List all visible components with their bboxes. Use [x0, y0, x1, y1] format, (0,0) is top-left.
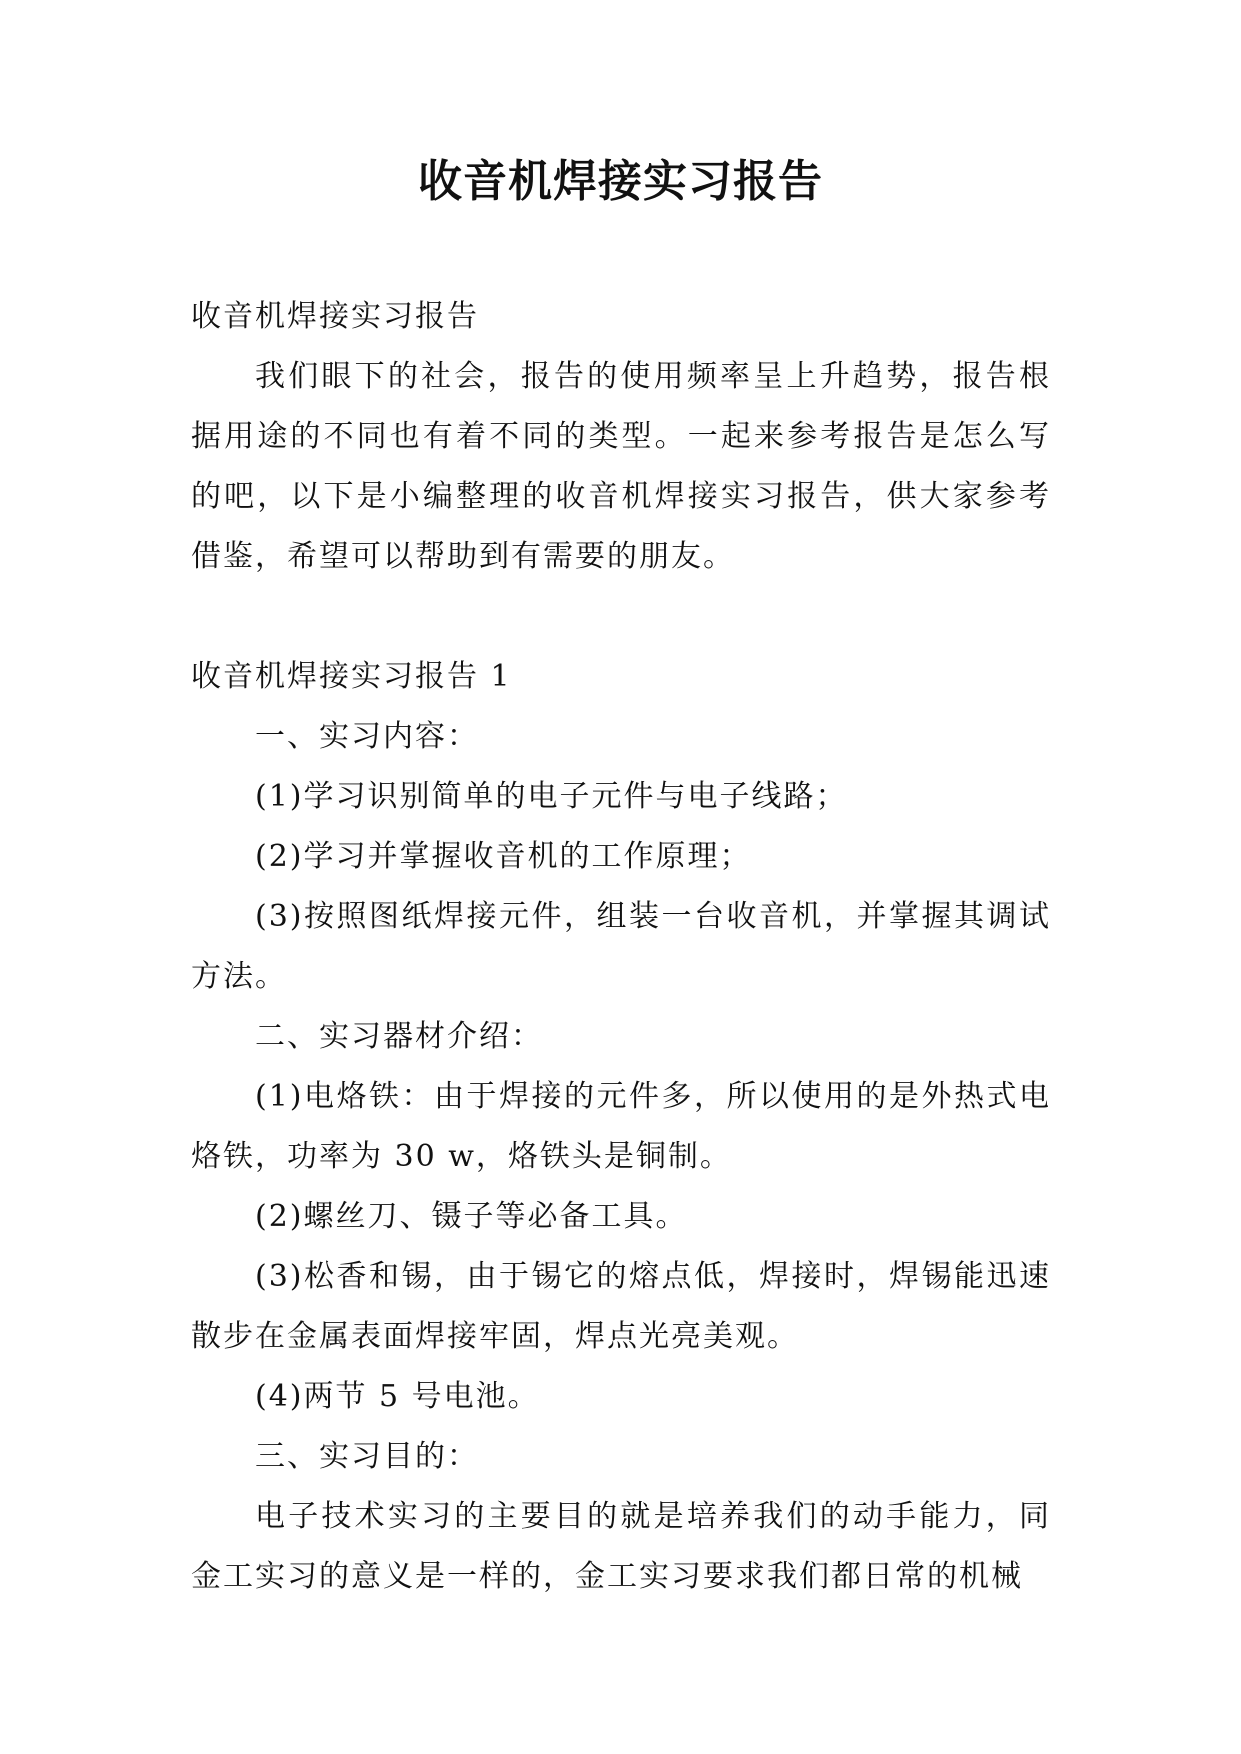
section-heading: 收音机焊接实习报告 1 [191, 659, 512, 694]
part2-item-2: (2)螺丝刀、镊子等必备工具。 [255, 1199, 688, 1234]
part1-item-3: (3)按照图纸焊接元件，组装一台收音机，并掌握其调试方法。 [191, 899, 1051, 994]
part2-item-3: (3)松香和锡，由于锡它的熔点低，焊接时，焊锡能迅速散步在金属表面焊接牢固，焊点光亮美观。 [191, 1259, 1051, 1354]
part2-item-1: (1)电烙铁：由于焊接的元件多，所以使用的是外热式电烙铁，功率为 30 w，烙铁头是铜制。 [191, 1079, 1051, 1174]
document-body [191, 287, 1051, 1607]
part1-item-2: (2)学习并掌握收音机的工作原理； [255, 839, 752, 874]
section-spacer [191, 587, 1051, 647]
part2-heading: 二、实习器材介绍： [255, 1019, 543, 1054]
part3-heading: 三、实习目的： [255, 1439, 479, 1474]
document-title: 收音机焊接实习报告 [418, 156, 823, 207]
document-subtitle: 收音机焊接实习报告 [191, 299, 479, 334]
part3-paragraph: 电子技术实习的主要目的就是培养我们的动手能力，同金工实习的意义是一样的，金工实习要求我们都日常的机械 [191, 1499, 1051, 1594]
intro-paragraph: 我们眼下的社会，报告的使用频率呈上升趋势，报告根据用途的不同也有着不同的类型。一起来参考报告是怎么写的吧，以下是小编整理的收音机焊接实习报告，供大家参考借鉴，希望可以帮助到有需要的朋友。 [191, 359, 1051, 574]
part1-item-1: (1)学习识别简单的电子元件与电子线路； [255, 779, 848, 814]
part1-heading: 一、实习内容： [255, 719, 479, 754]
part2-item-4: (4)两节 5 号电池。 [255, 1379, 540, 1414]
